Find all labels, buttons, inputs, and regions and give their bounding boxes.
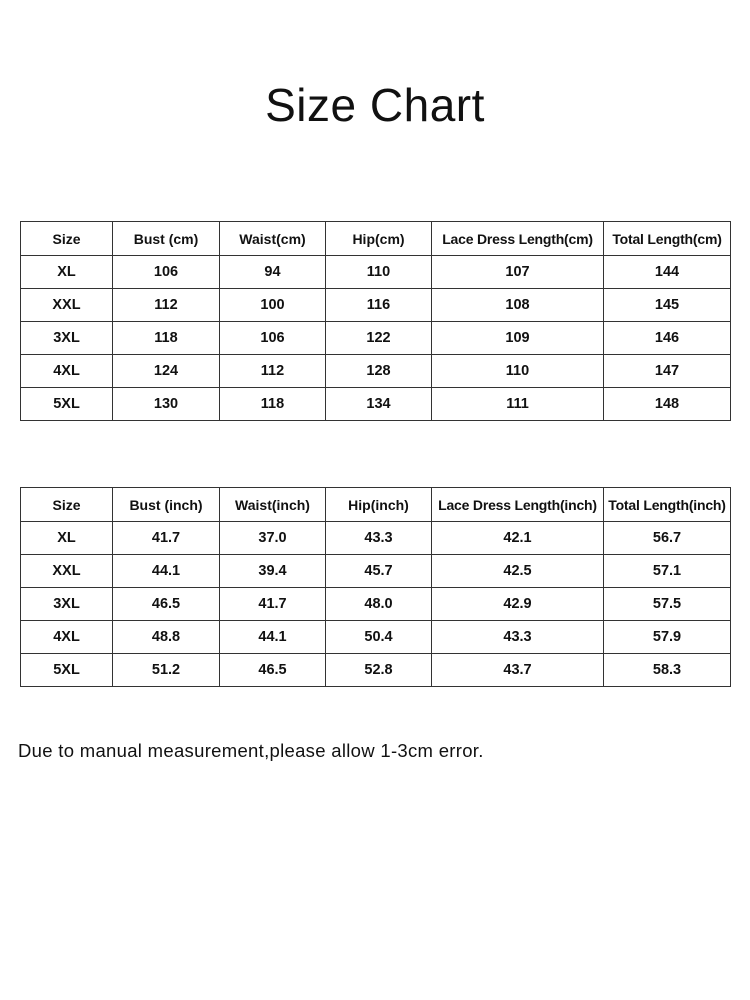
table-row — [21, 654, 731, 687]
table-row — [21, 256, 731, 289]
table-cell: 37.0 — [220, 522, 326, 555]
table-cell: 3XL — [21, 588, 113, 621]
table-cell: 41.7 — [113, 522, 220, 555]
table-cell: 50.4 — [326, 621, 432, 654]
table-row — [21, 388, 731, 421]
table-cell: 108 — [432, 289, 604, 322]
table-cell: 52.8 — [326, 654, 432, 687]
table-cell: 122 — [326, 322, 432, 355]
table-row — [21, 322, 731, 355]
table-cell: 51.2 — [113, 654, 220, 687]
column-header: Waist(inch) — [220, 488, 326, 522]
table-cell: 43.3 — [326, 522, 432, 555]
table-cell: XL — [21, 522, 113, 555]
table-cell: 128 — [326, 355, 432, 388]
table-header-row — [21, 488, 731, 522]
table-cell: 147 — [604, 355, 731, 388]
table-cell: 112 — [113, 289, 220, 322]
table-row — [21, 588, 731, 621]
table-cell: 144 — [604, 256, 731, 289]
table-cell: 41.7 — [220, 588, 326, 621]
column-header: Size — [21, 488, 113, 522]
table-cell: 4XL — [21, 355, 113, 388]
table-cell: 94 — [220, 256, 326, 289]
table-cell: 112 — [220, 355, 326, 388]
table-cell: 57.1 — [604, 555, 731, 588]
table-cell: 43.7 — [432, 654, 604, 687]
table-cell: 116 — [326, 289, 432, 322]
measurement-note: Due to manual measurement,please allow 1-3cm error. — [18, 740, 484, 761]
table-cell: 5XL — [21, 654, 113, 687]
column-header: Lace Dress Length(cm) — [432, 222, 604, 256]
column-header: Hip(inch) — [326, 488, 432, 522]
table-cell: 111 — [432, 388, 604, 421]
table-cell: 118 — [220, 388, 326, 421]
table-cell: 145 — [604, 289, 731, 322]
column-header: Total Length(cm) — [604, 222, 731, 256]
table-cell: 100 — [220, 289, 326, 322]
table-cell: 106 — [113, 256, 220, 289]
column-header: Total Length(inch) — [604, 488, 731, 522]
table-cell: 39.4 — [220, 555, 326, 588]
table-cell: 118 — [113, 322, 220, 355]
table-cell: 58.3 — [604, 654, 731, 687]
table-cell: 42.5 — [432, 555, 604, 588]
table-cell: 4XL — [21, 621, 113, 654]
table-cell: 124 — [113, 355, 220, 388]
table-row — [21, 621, 731, 654]
table-cell: 3XL — [21, 322, 113, 355]
table-cell: 44.1 — [220, 621, 326, 654]
table-cell: 110 — [432, 355, 604, 388]
table-cell: 110 — [326, 256, 432, 289]
table-cell: 46.5 — [113, 588, 220, 621]
table-row — [21, 289, 731, 322]
column-header: Size — [21, 222, 113, 256]
table-cell: 46.5 — [220, 654, 326, 687]
page-title: Size Chart — [265, 79, 485, 131]
column-header: Bust (inch) — [113, 488, 220, 522]
table-cell: 107 — [432, 256, 604, 289]
column-header: Lace Dress Length(inch) — [432, 488, 604, 522]
table-cell: 56.7 — [604, 522, 731, 555]
table-header-row — [21, 222, 731, 256]
table-cell: XL — [21, 256, 113, 289]
table-cell: 130 — [113, 388, 220, 421]
table-cell: 42.1 — [432, 522, 604, 555]
table-cell: 57.5 — [604, 588, 731, 621]
column-header: Bust (cm) — [113, 222, 220, 256]
table-cell: 48.0 — [326, 588, 432, 621]
table-cell: 57.9 — [604, 621, 731, 654]
table-cell: 106 — [220, 322, 326, 355]
table-cell: 45.7 — [326, 555, 432, 588]
table-cell: 5XL — [21, 388, 113, 421]
table-row — [21, 555, 731, 588]
table-cell: 148 — [604, 388, 731, 421]
column-header: Waist(cm) — [220, 222, 326, 256]
table-cell: 134 — [326, 388, 432, 421]
table-cell: XXL — [21, 289, 113, 322]
table-cell: 146 — [604, 322, 731, 355]
table-cell: XXL — [21, 555, 113, 588]
table-cell: 44.1 — [113, 555, 220, 588]
table-row — [21, 522, 731, 555]
size-table-inch — [20, 487, 731, 687]
size-table-cm — [20, 221, 731, 421]
table-cell: 109 — [432, 322, 604, 355]
column-header: Hip(cm) — [326, 222, 432, 256]
table-cell: 43.3 — [432, 621, 604, 654]
table-cell: 42.9 — [432, 588, 604, 621]
table-row — [21, 355, 731, 388]
table-cell: 48.8 — [113, 621, 220, 654]
